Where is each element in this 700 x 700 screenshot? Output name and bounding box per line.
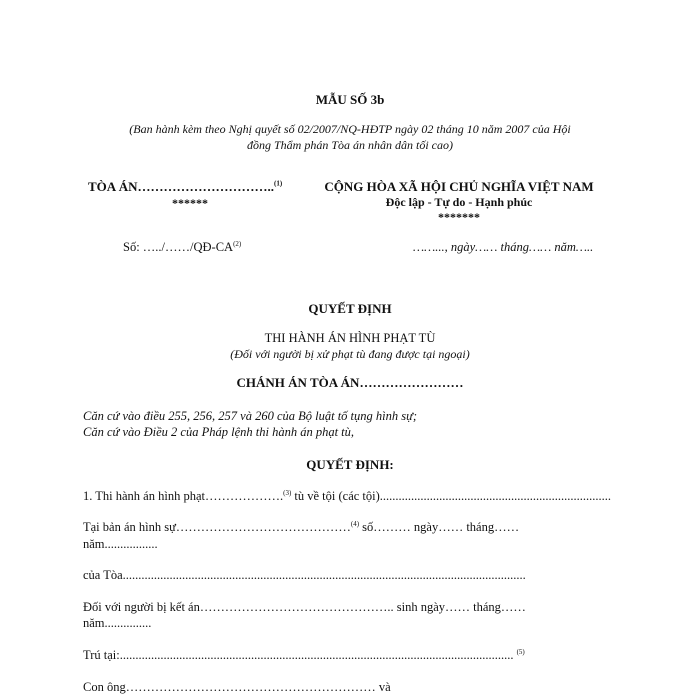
son-of-line: Con ông…………………………………………………… và (83, 680, 391, 694)
decision-title: QUYẾT ĐỊNH (308, 301, 392, 316)
decision-number-label: Số: …../……/QĐ-CA (123, 240, 234, 254)
footnote-3: (3) (283, 488, 292, 497)
right-stars: ******* (438, 210, 480, 224)
judgment-text-a: Tại bản án hình sự…………………………………… (83, 520, 351, 534)
legal-basis-2: Căn cứ vào Điều 2 của Pháp lệnh thi hành án phạt tù, (83, 425, 355, 439)
court-of-line: của Tòa................................................................................................................................. (83, 568, 526, 582)
country-name: CỘNG HÒA XÃ HỘI CHỦ NGHĨA VIỆT NAM (324, 179, 594, 194)
item-1-line (83, 489, 611, 504)
judgment-text-b: số……… ngày…… tháng…… (359, 520, 520, 534)
footnote-2: (2) (233, 239, 242, 248)
item-1-text-a: 1. Thi hành án hình phạt………………. (83, 489, 284, 503)
date-line: ……..., ngày…… tháng…… năm….. (413, 240, 594, 254)
judgment-year-line: năm................. (83, 537, 158, 551)
national-motto: Độc lập - Tự do - Hạnh phúc (385, 195, 533, 209)
issued-by-note-line2: đồng Thẩm phán Tòa án nhân dân tối cao) (246, 138, 453, 152)
person-line: Đối với người bị kết án……………………………………….. sinh ngày…… tháng…… (83, 600, 526, 614)
form-number: MẪU SỐ 3b (315, 92, 385, 107)
court-name-label: TÒA ÁN………………………….. (88, 179, 274, 194)
left-stars: ****** (172, 196, 208, 210)
footnote-1: (1) (273, 179, 283, 188)
footnote-5: (5) (516, 647, 525, 656)
legal-basis-1: Căn cứ vào điều 255, 256, 257 và 260 của Bộ luật tố tụng hình sự; (83, 409, 418, 423)
chief-judge-heading: CHÁNH ÁN TÒA ÁN…………………… (236, 375, 464, 390)
decision-subtitle-note: (Đối với người bị xử phạt tù đang được tại ngoại) (230, 347, 470, 361)
decision-subtitle: THI HÀNH ÁN HÌNH PHẠT TÙ (264, 331, 436, 345)
decides-heading: QUYẾT ĐỊNH: (306, 457, 394, 472)
item-1-text-b: tù về tội (các tội).......................................................................... (291, 489, 612, 503)
footnote-4: (4) (350, 519, 360, 528)
court-name-line (88, 179, 282, 195)
decision-number-line (123, 240, 241, 255)
residence-line (83, 648, 525, 663)
issued-by-note-line1: (Ban hành kèm theo Nghị quyết số 02/2007/NQ-HĐTP ngày 02 tháng 10 năm 2007 của Hội (129, 122, 571, 136)
person-year-line: năm............... (83, 616, 152, 630)
residence-label: Trú tại:.............................................................................................................................. (83, 648, 517, 662)
judgment-line (83, 520, 519, 535)
